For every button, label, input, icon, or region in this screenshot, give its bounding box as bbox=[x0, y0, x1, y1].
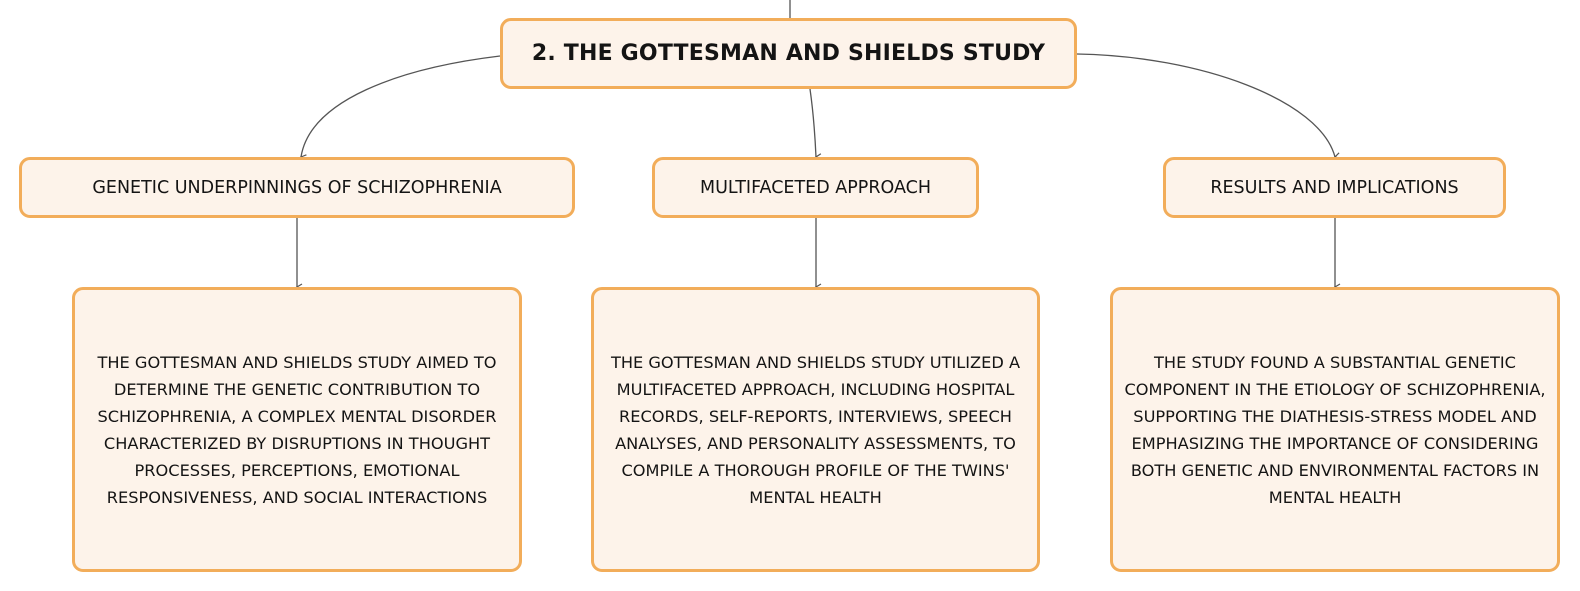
root-node[interactable] bbox=[500, 18, 1077, 89]
detail-node-text: THE STUDY FOUND A SUBSTANTIAL GENETIC COMPONENT IN THE ETIOLOGY OF SCHIZOPHRENIA, SUPPORTING THE DIATHESIS-STRESS MODEL AND EMPHASIZING THE IMPORTANCE OF CONSIDERING BOTH GENETIC AND ENVIRONMENTAL FACTORS IN MENTAL HEALTH bbox=[1124, 352, 1546, 507]
detail-node-text: THE GOTTESMAN AND SHIELDS STUDY UTILIZED A MULTIFACETED APPROACH, INCLUDING HOSPITAL RECORDS, SELF-REPORTS, INTERVIEWS, SPEECH ANALYSES, AND PERSONALITY ASSESSMENTS, TO COMPILE A THOROUGH PROFILE OF THE TWINS' MENTAL HEALTH bbox=[610, 352, 1021, 507]
branch-node-multifaceted-approach[interactable] bbox=[652, 157, 979, 218]
root-node-label: 2. THE GOTTESMAN AND SHIELDS STUDY bbox=[531, 41, 1046, 66]
detail-node-results-implications[interactable] bbox=[1110, 287, 1560, 572]
detail-node-genetic-underpinnings[interactable] bbox=[72, 287, 522, 572]
detail-node-multifaceted-approach[interactable] bbox=[591, 287, 1040, 572]
detail-node-text: THE GOTTESMAN AND SHIELDS STUDY AIMED TO DETERMINE THE GENETIC CONTRIBUTION TO SCHIZOPHRENIA, A COMPLEX MENTAL DISORDER CHARACTERIZED BY DISRUPTIONS IN THOUGHT PROCESSES, PERCEPTIONS, EMOTIONAL RESPONSIVENESS, AND SOCIAL INTERACTIONS bbox=[97, 352, 497, 507]
branch-node-results-implications[interactable] bbox=[1163, 157, 1506, 218]
branch-node-label: RESULTS AND IMPLICATIONS bbox=[1210, 177, 1459, 198]
branch-node-genetic-underpinnings[interactable] bbox=[19, 157, 575, 218]
branch-node-label: MULTIFACETED APPROACH bbox=[699, 177, 932, 198]
branch-node-label: GENETIC UNDERPINNINGS OF SCHIZOPHRENIA bbox=[92, 177, 502, 198]
connector-root-to-genetic-underpinnings bbox=[301, 56, 500, 157]
connector-root-to-results-implications bbox=[1077, 54, 1335, 157]
connector-root-to-multifaceted-approach bbox=[810, 89, 816, 157]
